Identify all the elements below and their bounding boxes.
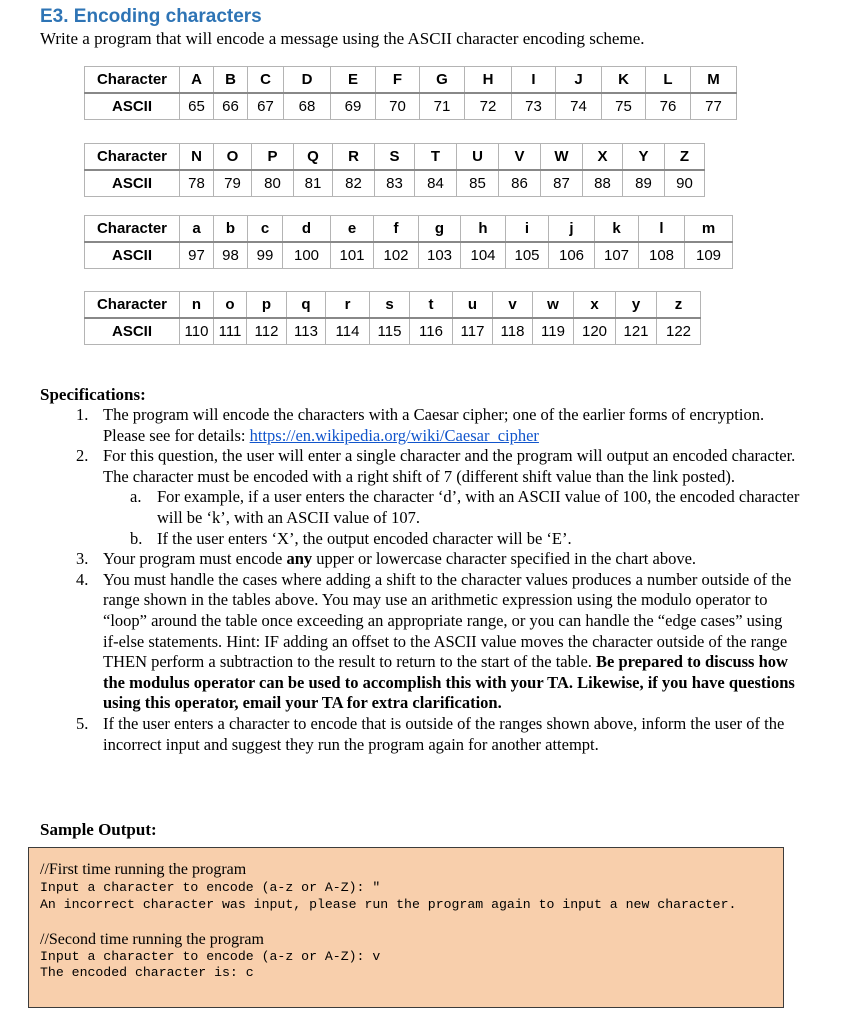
spec-item-2-text: For this question, the user will enter a single character and the program will output an encoded character. The character must be encoded with a right shift of 7 (different shift value than the link posted).: [103, 446, 796, 486]
ascii-code-cell: 113: [287, 318, 326, 345]
ascii-code-cell: 105: [506, 242, 549, 269]
character-cell: r: [326, 292, 370, 319]
character-cell: L: [646, 67, 691, 94]
ascii-code-cell: 120: [574, 318, 616, 345]
character-cell: E: [331, 67, 376, 94]
character-cell: S: [375, 144, 415, 171]
spec-item-2b-text: If the user enters ‘X’, the output encoded character will be ‘E’.: [157, 528, 572, 548]
ascii-code-cell: 115: [370, 318, 410, 345]
character-cell: p: [247, 292, 287, 319]
ascii-code-cell: 100: [283, 242, 331, 269]
ascii-header-cell: ASCII: [85, 170, 180, 197]
ascii-code-cell: 86: [499, 170, 541, 197]
character-cell: d: [283, 216, 331, 243]
ascii-code-cell: 99: [248, 242, 283, 269]
ascii-code-cell: 80: [252, 170, 294, 197]
ascii-code-cell: 81: [294, 170, 333, 197]
character-cell: Q: [294, 144, 333, 171]
character-cell: c: [248, 216, 283, 243]
character-cell: v: [493, 292, 533, 319]
sample-output-title: Sample Output:: [40, 820, 157, 839]
ascii-code-cell: 90: [665, 170, 705, 197]
character-cell: F: [376, 67, 420, 94]
character-cell: R: [333, 144, 375, 171]
sample-line-result: The encoded character is: c: [40, 965, 254, 980]
character-cell: z: [657, 292, 701, 319]
spec-item-4-text: You must handle the cases where adding a shift to the character values produces a number outside of the range shown in the tables above. You may use an arithmetic expression using the modulo operator to “loop” around the table once exceeding an appropriate range, or you can handle the “edge cases” using if-else statements. Hint: IF adding an offset to the ASCII value moves the character outside of the range THEN perform a subtraction to the result to return to the start of the table.: [103, 569, 792, 672]
ascii-code-cell: 72: [465, 93, 512, 120]
character-row: [85, 67, 737, 94]
sample-comment-first-run: //First time running the program: [40, 861, 247, 878]
ascii-table-lowercase-a-m: [84, 215, 733, 269]
character-cell: j: [549, 216, 595, 243]
ascii-code-cell: 84: [415, 170, 457, 197]
character-cell: l: [639, 216, 685, 243]
ascii-code-cell: 68: [284, 93, 331, 120]
ascii-code-cell: 67: [248, 93, 284, 120]
spec-item-1-text: The program will encode the characters with a Caesar cipher; one of the earlier forms of encryption. Please see for details:: [103, 405, 765, 445]
spec-item-4-number: 4.: [76, 569, 89, 589]
ascii-code-cell: 69: [331, 93, 376, 120]
ascii-table-lowercase-n-z: [84, 291, 701, 345]
caesar-cipher-link[interactable]: https://en.wikipedia.org/wiki/Caesar_cipher: [249, 425, 539, 445]
ascii-code-cell: 122: [657, 318, 701, 345]
character-cell: B: [214, 67, 248, 94]
ascii-code-cell: 103: [419, 242, 461, 269]
ascii-row: [85, 93, 737, 120]
character-cell: m: [685, 216, 733, 243]
ascii-code-cell: 74: [556, 93, 602, 120]
ascii-code-cell: 109: [685, 242, 733, 269]
spec-item-2b: [40, 529, 800, 550]
character-cell: x: [574, 292, 616, 319]
character-cell: J: [556, 67, 602, 94]
sample-line-input-2: Input a character to encode (a-z or A-Z): v: [40, 949, 381, 964]
spec-item-5-text: If the user enters a character to encode that is outside of the ranges shown above, inform the user of the incorrect input and suggest they run the program again for another attempt.: [103, 713, 785, 754]
ascii-row: [85, 318, 701, 345]
character-row: [85, 292, 701, 319]
ascii-code-cell: 82: [333, 170, 375, 197]
spec-item-3-bold: any: [286, 549, 313, 569]
ascii-header-cell: ASCII: [85, 318, 180, 345]
spec-item-3: [40, 549, 800, 570]
character-cell: A: [180, 67, 214, 94]
character-cell: Z: [665, 144, 705, 171]
spec-item-1-number: 1.: [76, 405, 89, 424]
character-cell: i: [506, 216, 549, 243]
specifications-title: Specifications:: [40, 385, 146, 404]
character-cell: o: [214, 292, 247, 319]
spec-item-4: [40, 570, 800, 714]
ascii-code-cell: 77: [691, 93, 737, 120]
ascii-code-cell: 88: [583, 170, 623, 197]
ascii-code-cell: 102: [374, 242, 419, 269]
ascii-code-cell: 118: [493, 318, 533, 345]
character-cell: O: [214, 144, 252, 171]
spec-item-5-number: 5.: [76, 713, 89, 733]
character-cell: y: [616, 292, 657, 319]
spec-item-1: [40, 405, 800, 446]
character-row: [85, 216, 733, 243]
character-cell: M: [691, 67, 737, 94]
spec-item-3-text-post: upper or lowercase character specified in the chart above.: [312, 549, 697, 569]
sample-comment-second-run: //Second time running the program: [40, 931, 264, 948]
ascii-code-cell: 71: [420, 93, 465, 120]
ascii-code-cell: 101: [331, 242, 374, 269]
ascii-code-cell: 112: [247, 318, 287, 345]
ascii-row: [85, 242, 733, 269]
character-cell: s: [370, 292, 410, 319]
ascii-header-cell: ASCII: [85, 93, 180, 120]
ascii-code-cell: 87: [541, 170, 583, 197]
character-cell: X: [583, 144, 623, 171]
character-cell: C: [248, 67, 284, 94]
ascii-code-cell: 79: [214, 170, 252, 197]
character-cell: f: [374, 216, 419, 243]
spec-item-2a: [40, 487, 800, 528]
character-cell: T: [415, 144, 457, 171]
ascii-code-cell: 83: [375, 170, 415, 197]
character-header-cell: Character: [85, 144, 180, 171]
ascii-code-cell: 98: [214, 242, 248, 269]
ascii-code-cell: 97: [180, 242, 214, 269]
ascii-code-cell: 119: [533, 318, 574, 345]
spec-item-3-text-pre: Your program must encode: [103, 549, 287, 569]
character-cell: e: [331, 216, 374, 243]
spec-item-2a-text: For example, if a user enters the character ‘d’, with an ASCII value of 100, the encoded character will be ‘k’, with an ASCII value of 107.: [157, 487, 800, 527]
sample-line-error: An incorrect character was input, please run the program again to input a new character.: [40, 897, 737, 912]
ascii-code-cell: 108: [639, 242, 685, 269]
ascii-table-uppercase-a-m: [84, 66, 737, 120]
character-cell: h: [461, 216, 506, 243]
character-cell: Y: [623, 144, 665, 171]
character-cell: I: [512, 67, 556, 94]
ascii-code-cell: 85: [457, 170, 499, 197]
spec-item-2-number: 2.: [76, 446, 89, 466]
ascii-code-cell: 65: [180, 93, 214, 120]
ascii-code-cell: 111: [214, 318, 247, 345]
character-cell: b: [214, 216, 248, 243]
character-cell: H: [465, 67, 512, 94]
ascii-code-cell: 107: [595, 242, 639, 269]
character-cell: k: [595, 216, 639, 243]
character-cell: P: [252, 144, 294, 171]
spec-item-2a-letter: a.: [130, 487, 142, 507]
character-cell: a: [180, 216, 214, 243]
character-cell: D: [284, 67, 331, 94]
section-heading: E3. Encoding characters: [40, 6, 262, 27]
specifications-list: [40, 405, 800, 755]
ascii-code-cell: 76: [646, 93, 691, 120]
ascii-code-cell: 117: [453, 318, 493, 345]
character-cell: K: [602, 67, 646, 94]
character-header-cell: Character: [85, 216, 180, 243]
spec-item-4-bold: Be prepared to discuss how the modulus operator can be used to accomplish this with your TA. Likewise, if you have questions using this operator, email your TA for extra clarification.: [103, 652, 795, 713]
character-cell: N: [180, 144, 214, 171]
spec-item-2: [40, 446, 800, 487]
character-cell: G: [420, 67, 465, 94]
character-cell: t: [410, 292, 453, 319]
ascii-code-cell: 73: [512, 93, 556, 120]
ascii-code-cell: 75: [602, 93, 646, 120]
character-cell: W: [541, 144, 583, 171]
sample-line-input-1: Input a character to encode (a-z or A-Z): ": [40, 880, 381, 895]
ascii-code-cell: 70: [376, 93, 420, 120]
character-header-cell: Character: [85, 67, 180, 94]
ascii-code-cell: 78: [180, 170, 214, 197]
character-cell: w: [533, 292, 574, 319]
character-cell: u: [453, 292, 493, 319]
spec-item-5: [40, 714, 800, 755]
ascii-row: [85, 170, 705, 197]
character-cell: q: [287, 292, 326, 319]
ascii-code-cell: 66: [214, 93, 248, 120]
spec-item-3-number: 3.: [76, 549, 89, 569]
ascii-code-cell: 104: [461, 242, 506, 269]
ascii-table-uppercase-n-z: [84, 143, 705, 197]
ascii-code-cell: 89: [623, 170, 665, 197]
ascii-code-cell: 116: [410, 318, 453, 345]
ascii-code-cell: 106: [549, 242, 595, 269]
sample-output-box: [28, 847, 784, 1008]
character-cell: U: [457, 144, 499, 171]
spec-item-2b-letter: b.: [130, 528, 143, 548]
character-header-cell: Character: [85, 292, 180, 319]
ascii-code-cell: 110: [180, 318, 214, 345]
character-row: [85, 144, 705, 171]
character-cell: n: [180, 292, 214, 319]
ascii-code-cell: 121: [616, 318, 657, 345]
ascii-code-cell: 114: [326, 318, 370, 345]
intro-text: Write a program that will encode a message using the ASCII character encoding scheme.: [40, 29, 645, 48]
ascii-header-cell: ASCII: [85, 242, 180, 269]
character-cell: V: [499, 144, 541, 171]
character-cell: g: [419, 216, 461, 243]
